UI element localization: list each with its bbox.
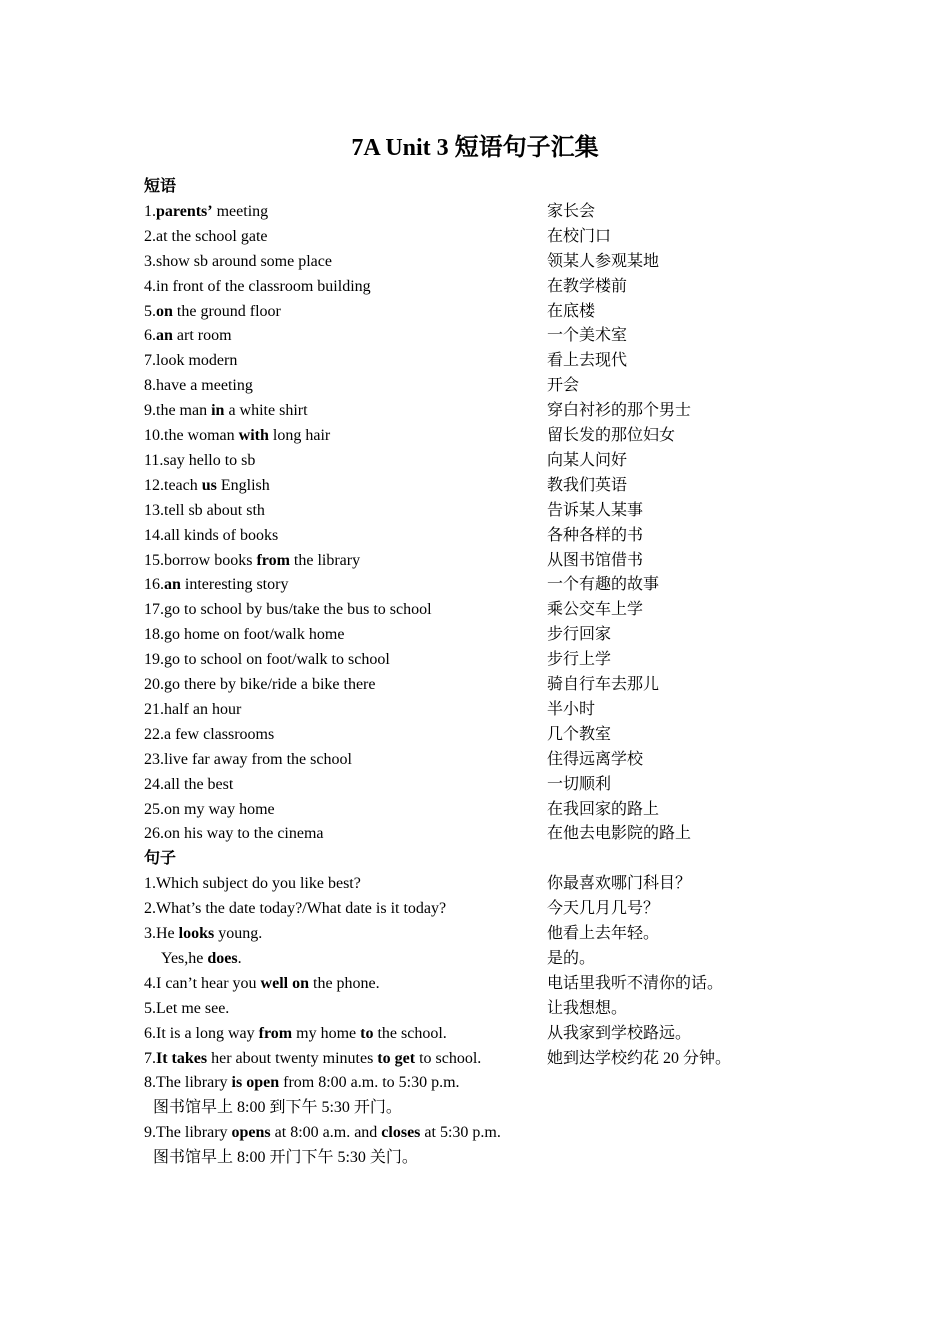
text-run: 5. <box>144 302 156 320</box>
chinese-translation: 开会 <box>547 377 580 395</box>
english-text <box>144 800 275 820</box>
english-text <box>144 650 390 670</box>
english-text <box>144 401 308 421</box>
text-run: 8.The library <box>144 1074 232 1092</box>
chinese-translation: 半小时 <box>547 700 596 718</box>
text-run: long hair <box>268 427 331 444</box>
text-run: . <box>237 949 242 967</box>
bold-term: an <box>156 327 173 345</box>
english-text <box>144 277 371 297</box>
chinese-translation: 穿白衬衫的那个男士 <box>547 402 692 420</box>
phrase-row <box>0 824 950 849</box>
english-text <box>144 874 361 894</box>
text-run: 6.It is a long way <box>144 1024 259 1042</box>
text-run: interesting story <box>180 576 289 594</box>
chinese-translation: 从图书馆借书 <box>547 551 644 569</box>
chinese-translation: 你最喜欢哪门科目？ <box>547 875 692 893</box>
text-run: 25.on my way home <box>144 800 275 818</box>
text-run: 10.the woman <box>144 427 239 444</box>
text-run: 11.say hello to sb <box>144 451 256 469</box>
english-text <box>144 451 255 471</box>
sentence-row <box>0 874 950 899</box>
chinese-translation: 住得远离学校 <box>547 750 644 768</box>
phrase-row <box>0 775 950 800</box>
text-run: 13.tell sb about sth <box>144 501 265 519</box>
chinese-translation: 看上去现代 <box>547 352 628 370</box>
phrase-row <box>0 501 950 526</box>
section-heading-sentences: 句子 <box>144 850 177 868</box>
bold-term: with <box>238 427 269 444</box>
english-text <box>144 675 375 695</box>
text-run: her about twenty minutes <box>207 1049 378 1067</box>
bold-term: on <box>156 302 173 320</box>
bold-term: is open <box>231 1074 280 1092</box>
text-run: my home <box>292 1024 361 1042</box>
english-text <box>144 526 278 546</box>
english-text <box>144 501 265 521</box>
chinese-translation: 今天几月几号？ <box>547 900 660 918</box>
text-run: 9.The library <box>144 1124 232 1142</box>
english-text <box>144 326 232 346</box>
phrase-row <box>0 401 950 426</box>
phrase-row <box>0 426 950 451</box>
chinese-translation: 在我回家的路上 <box>547 800 660 818</box>
english-text <box>144 625 344 645</box>
chinese-translation: 向某人问好 <box>547 451 628 469</box>
bold-term: closes <box>381 1124 421 1142</box>
chinese-translation: 步行上学 <box>547 651 612 669</box>
bold-term: parents’ <box>156 202 213 220</box>
english-text <box>144 252 332 272</box>
sentence-row <box>0 1049 950 1074</box>
page-title: 7A Unit 3 短语句子汇集 <box>351 135 599 161</box>
chinese-translation: 他看上去年轻。 <box>547 925 660 942</box>
chinese-translation: 在他去电影院的路上 <box>547 825 692 843</box>
bold-term: It takes <box>156 1049 208 1067</box>
text-run: 7. <box>144 1049 156 1067</box>
phrase-row <box>0 227 950 252</box>
english-text <box>144 999 229 1019</box>
text-run: 1. <box>144 202 156 220</box>
text-run: the ground floor <box>172 302 281 320</box>
english-text <box>144 1049 481 1069</box>
chinese-translation: 步行回家 <box>547 626 612 644</box>
english-text <box>144 924 262 944</box>
text-run: 22.a few classrooms <box>144 725 275 743</box>
chinese-translation: 是的。 <box>547 949 596 967</box>
english-text <box>144 575 288 595</box>
chinese-translation: 骑自行车去那儿 <box>547 676 660 693</box>
text-run: 12.teach <box>144 476 202 494</box>
text-run: 17.go to school by bus/take the bus to school <box>144 601 432 619</box>
text-run: 7.look modern <box>144 352 238 370</box>
phrase-row <box>0 725 950 750</box>
chinese-translation: 一个有趣的故事 <box>547 576 660 594</box>
phrase-row <box>0 575 950 600</box>
english-text <box>144 600 432 620</box>
text-run: a white shirt <box>224 402 308 420</box>
sentence-row <box>0 974 950 999</box>
english-sentence <box>144 1123 501 1143</box>
phrase-row <box>0 526 950 551</box>
phrase-row <box>0 750 950 775</box>
text-run: 4.I can’t hear you <box>144 974 261 992</box>
english-text <box>161 949 242 969</box>
english-text <box>144 351 237 371</box>
phrase-row <box>0 600 950 625</box>
text-run: 6. <box>144 327 156 345</box>
sentence-row <box>0 949 950 974</box>
text-run: at 5:30 p.m. <box>420 1124 501 1142</box>
bold-term: well on <box>260 974 309 992</box>
text-run: 5.Let me see. <box>144 999 230 1017</box>
sentence-row <box>0 1024 950 1049</box>
phrase-row <box>0 351 950 376</box>
chinese-translation: 图书馆早上 8:00 开门下午 5:30 关门。 <box>153 1149 418 1167</box>
chinese-translation: 她到达学校约花 20 分钟。 <box>547 1049 732 1067</box>
bold-term: in <box>211 402 225 420</box>
bold-term: looks <box>178 925 215 942</box>
phrase-row <box>0 476 950 501</box>
chinese-translation: 教我们英语 <box>547 476 628 494</box>
chinese-translation: 一切顺利 <box>547 775 612 793</box>
sentence-row <box>0 999 950 1024</box>
text-run: meeting <box>212 202 269 220</box>
chinese-translation: 告诉某人某事 <box>547 501 644 519</box>
english-text <box>144 775 233 795</box>
text-run: art room <box>172 327 232 345</box>
chinese-translation: 在教学楼前 <box>547 277 628 295</box>
chinese-translation: 在底楼 <box>547 302 596 320</box>
phrase-row <box>0 551 950 576</box>
chinese-translation: 在校门口 <box>547 227 612 245</box>
phrase-row <box>0 625 950 650</box>
phrase-row <box>0 376 950 401</box>
section-heading-phrases: 短语 <box>144 178 177 195</box>
english-text <box>144 376 253 396</box>
text-run: from 8:00 a.m. to 5:30 p.m. <box>279 1074 460 1092</box>
chinese-translation: 让我想想。 <box>547 999 628 1017</box>
phrase-row <box>0 700 950 725</box>
text-run: 21.half an hour <box>144 700 242 718</box>
english-text <box>144 551 360 571</box>
sentence-row <box>0 924 950 949</box>
text-run: at 8:00 a.m. and <box>270 1124 382 1142</box>
chinese-translation: 留长发的那位妇女 <box>547 427 676 444</box>
phrase-row <box>0 202 950 227</box>
english-text <box>144 227 268 247</box>
english-text <box>144 1024 447 1044</box>
text-run: 24.all the best <box>144 775 234 793</box>
text-run: 19.go to school on foot/walk to school <box>144 651 390 669</box>
text-run: 8.have a meeting <box>144 377 253 395</box>
text-run: 9.the man <box>144 402 212 420</box>
text-run: the phone. <box>309 974 380 992</box>
phrase-row <box>0 451 950 476</box>
chinese-translation: 各种各样的书 <box>547 526 644 544</box>
english-text <box>144 750 352 770</box>
text-run: 26.on his way to the cinema <box>144 825 324 843</box>
text-run: Yes,he <box>161 949 208 967</box>
sentence-row <box>0 899 950 924</box>
english-sentence <box>144 1073 460 1093</box>
text-run: the library <box>289 551 361 569</box>
phrase-row <box>0 277 950 302</box>
bold-term: from <box>256 551 290 569</box>
english-text <box>144 202 268 222</box>
chinese-translation: 电话里我听不清你的话。 <box>547 974 724 992</box>
chinese-translation: 一个美术室 <box>547 327 628 345</box>
bold-term: opens <box>231 1124 271 1142</box>
text-run: 14.all kinds of books <box>144 526 279 544</box>
bold-term: us <box>201 476 217 494</box>
text-run: 4.in front of the classroom building <box>144 277 371 295</box>
text-run: 1.Which subject do you like best? <box>144 875 361 893</box>
chinese-translation: 领某人参观某地 <box>547 252 660 270</box>
text-run: the school. <box>373 1024 447 1042</box>
phrase-row <box>0 675 950 700</box>
english-text <box>144 476 270 496</box>
chinese-translation: 家长会 <box>547 202 596 220</box>
phrase-row <box>0 326 950 351</box>
chinese-translation: 乘公交车上学 <box>547 601 644 619</box>
english-text <box>144 824 324 844</box>
text-run: 16. <box>144 576 164 594</box>
bold-term: from <box>258 1024 293 1042</box>
phrase-row <box>0 302 950 327</box>
phrase-row <box>0 800 950 825</box>
text-run: 18.go home on foot/walk home <box>144 626 345 644</box>
english-text <box>144 426 330 446</box>
text-run: to school. <box>415 1049 482 1067</box>
english-text <box>144 974 380 994</box>
english-text <box>144 700 241 720</box>
text-run: 23.live far away from the school <box>144 750 352 768</box>
english-text <box>144 899 446 919</box>
bold-term: does <box>207 949 238 967</box>
text-run: 15.borrow books <box>144 551 257 569</box>
bold-term: an <box>164 576 181 594</box>
text-run: 20.go there by bike/ride a bike there <box>144 676 376 693</box>
text-run: 2.What’s the date today?/What date is it today? <box>144 900 447 918</box>
bold-term: to get <box>377 1049 416 1067</box>
chinese-translation: 从我家到学校路远。 <box>547 1024 692 1042</box>
phrase-row <box>0 650 950 675</box>
phrase-row <box>0 252 950 277</box>
bold-term: to <box>360 1024 374 1042</box>
english-text <box>144 725 274 745</box>
chinese-translation: 图书馆早上 8:00 到下午 5:30 开门。 <box>153 1099 402 1117</box>
text-run: young. <box>214 925 263 942</box>
text-run: 3.show sb around some place <box>144 252 332 270</box>
english-text <box>144 302 281 322</box>
text-run: English <box>216 476 270 494</box>
text-run: 2.at the school gate <box>144 227 268 245</box>
chinese-translation: 几个教室 <box>547 725 612 743</box>
text-run: 3.He <box>144 925 179 942</box>
